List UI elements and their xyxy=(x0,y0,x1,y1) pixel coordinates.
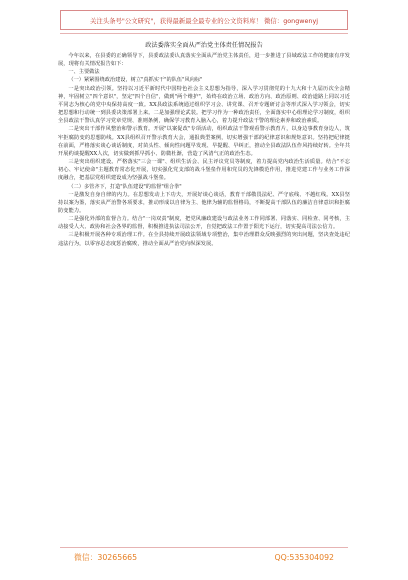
body-paragraph: 三是积极开展各种专项治理工作。在全县持续开展政法领域专项整治，集中治理群众反映强烈的突出问题，坚决查处违纪违法行为，以零容忍态度惩治腐败，推动全面从严治党向纵深发展。 xyxy=(58,232,350,247)
body-paragraph: 一是突出政治引领。坚持以习近平新时代中国特色社会主义思想为指导，深入学习贯彻党的十九大和十九届历次全会精神，牢固树立"四个意识"，坚定"四个自信"，做到"两个维护"，始终在政治立场、政治方向、政治原则、政治道路上同以习近平同志为核心的党中央保持高度一致。XX县政法系统通过组织学习会、讲党课、召开专题研讨会等形式深入学习领会，切实把思想和行动统一到县委决策部署上来。二是加强理论武装。把学习作为一种政治责任，全面落实中心组理论学习制度，组织全县政法干警认真学习党章党规、准则条例，确保学习教育入脑入心，着力提升政法干警的理论素养和政治素质。 xyxy=(58,85,350,125)
header-divider xyxy=(60,33,348,34)
subheading-political-building: （一）紧紧围绕政治建设，树立"真抓实干"的队伍"风向标" xyxy=(68,77,203,84)
wechat-contact[interactable]: 微信：30265665 xyxy=(74,552,138,562)
promo-banner-text: 关注头条号"公文研究"，获得最新最全最专业的公文资料库！ 微信：gongwenyj xyxy=(89,16,319,25)
contact-footer xyxy=(60,548,348,566)
body-paragraph: 二是突出干部作风整治和警示教育。开展"以案促改"专项活动，组织政法干警观看警示教育片，以身边事教育身边人，筑牢拒腐防变的思想防线。XX县组织召开警示教育大会，通报典型案例，切实增强干部的纪律意识和规矩意识。坚持把纪律挺在前面，严格落实谈心谈话制度，对苗头性、倾向性问题早发现、早提醒、早纠正，推动全县政法队伍作风持续好转。全年共开展约谈提醒XX人次，切实做到抓早抓小、防微杜渐，营造了风清气正的政治生态。 xyxy=(58,126,350,157)
promo-banner[interactable] xyxy=(60,10,348,30)
body-paragraph: 三是突出组织建设。严格落实"三会一课"、组织生活会、民主评议党员等制度，着力提高党内政治生活质量。结合"不忘初心、牢记使命"主题教育常态化开展，切实强化党支部的战斗堡垒作用和党员的先锋模范作用，推进党建工作与业务工作深度融合，把基层党组织建设成为坚强战斗堡垒。 xyxy=(58,159,350,182)
body-paragraph: 一是激发自身自律的内力。在思想发动上下功夫，开展好谈心谈话，教育干部敬畏法纪、严守底线、不越红线。XX县坚持以案为鉴，落实从严治警各项要求，推动形成以自律为主、他律为辅的监督格局，不断提高干部队伍的廉洁自律意识和拒腐防变能力。 xyxy=(58,191,350,214)
body-paragraph: 二是强化外部的监督合力。结合"一岗双责"制度，把党风廉政建设与政法业务工作同部署、同落实、同检查、同考核，主动接受人大、政协和社会各界的监督，积极推进执法司法公开，自觉把政法工作置于阳光下运行，切实提高司法公信力。 xyxy=(58,216,350,231)
report-body xyxy=(58,41,350,248)
subheading-team-supervision: （二）多管齐下，打造"队伍建设"的监督"组合拳" xyxy=(68,183,182,190)
section-heading-main-practices: 一、主要做法 xyxy=(68,69,100,76)
report-title: 政法委落实全面从严治党主体责任情况报告 xyxy=(145,42,263,49)
intro-paragraph: 今年以来，在县委的正确领导下，县委政法委认真落实全面从严治党主体责任，进一步推进了县域政法工作的健康有序发展，现将有关情况报告如下： xyxy=(58,53,350,68)
qq-contact[interactable]: QQ:535304092 xyxy=(274,552,334,562)
